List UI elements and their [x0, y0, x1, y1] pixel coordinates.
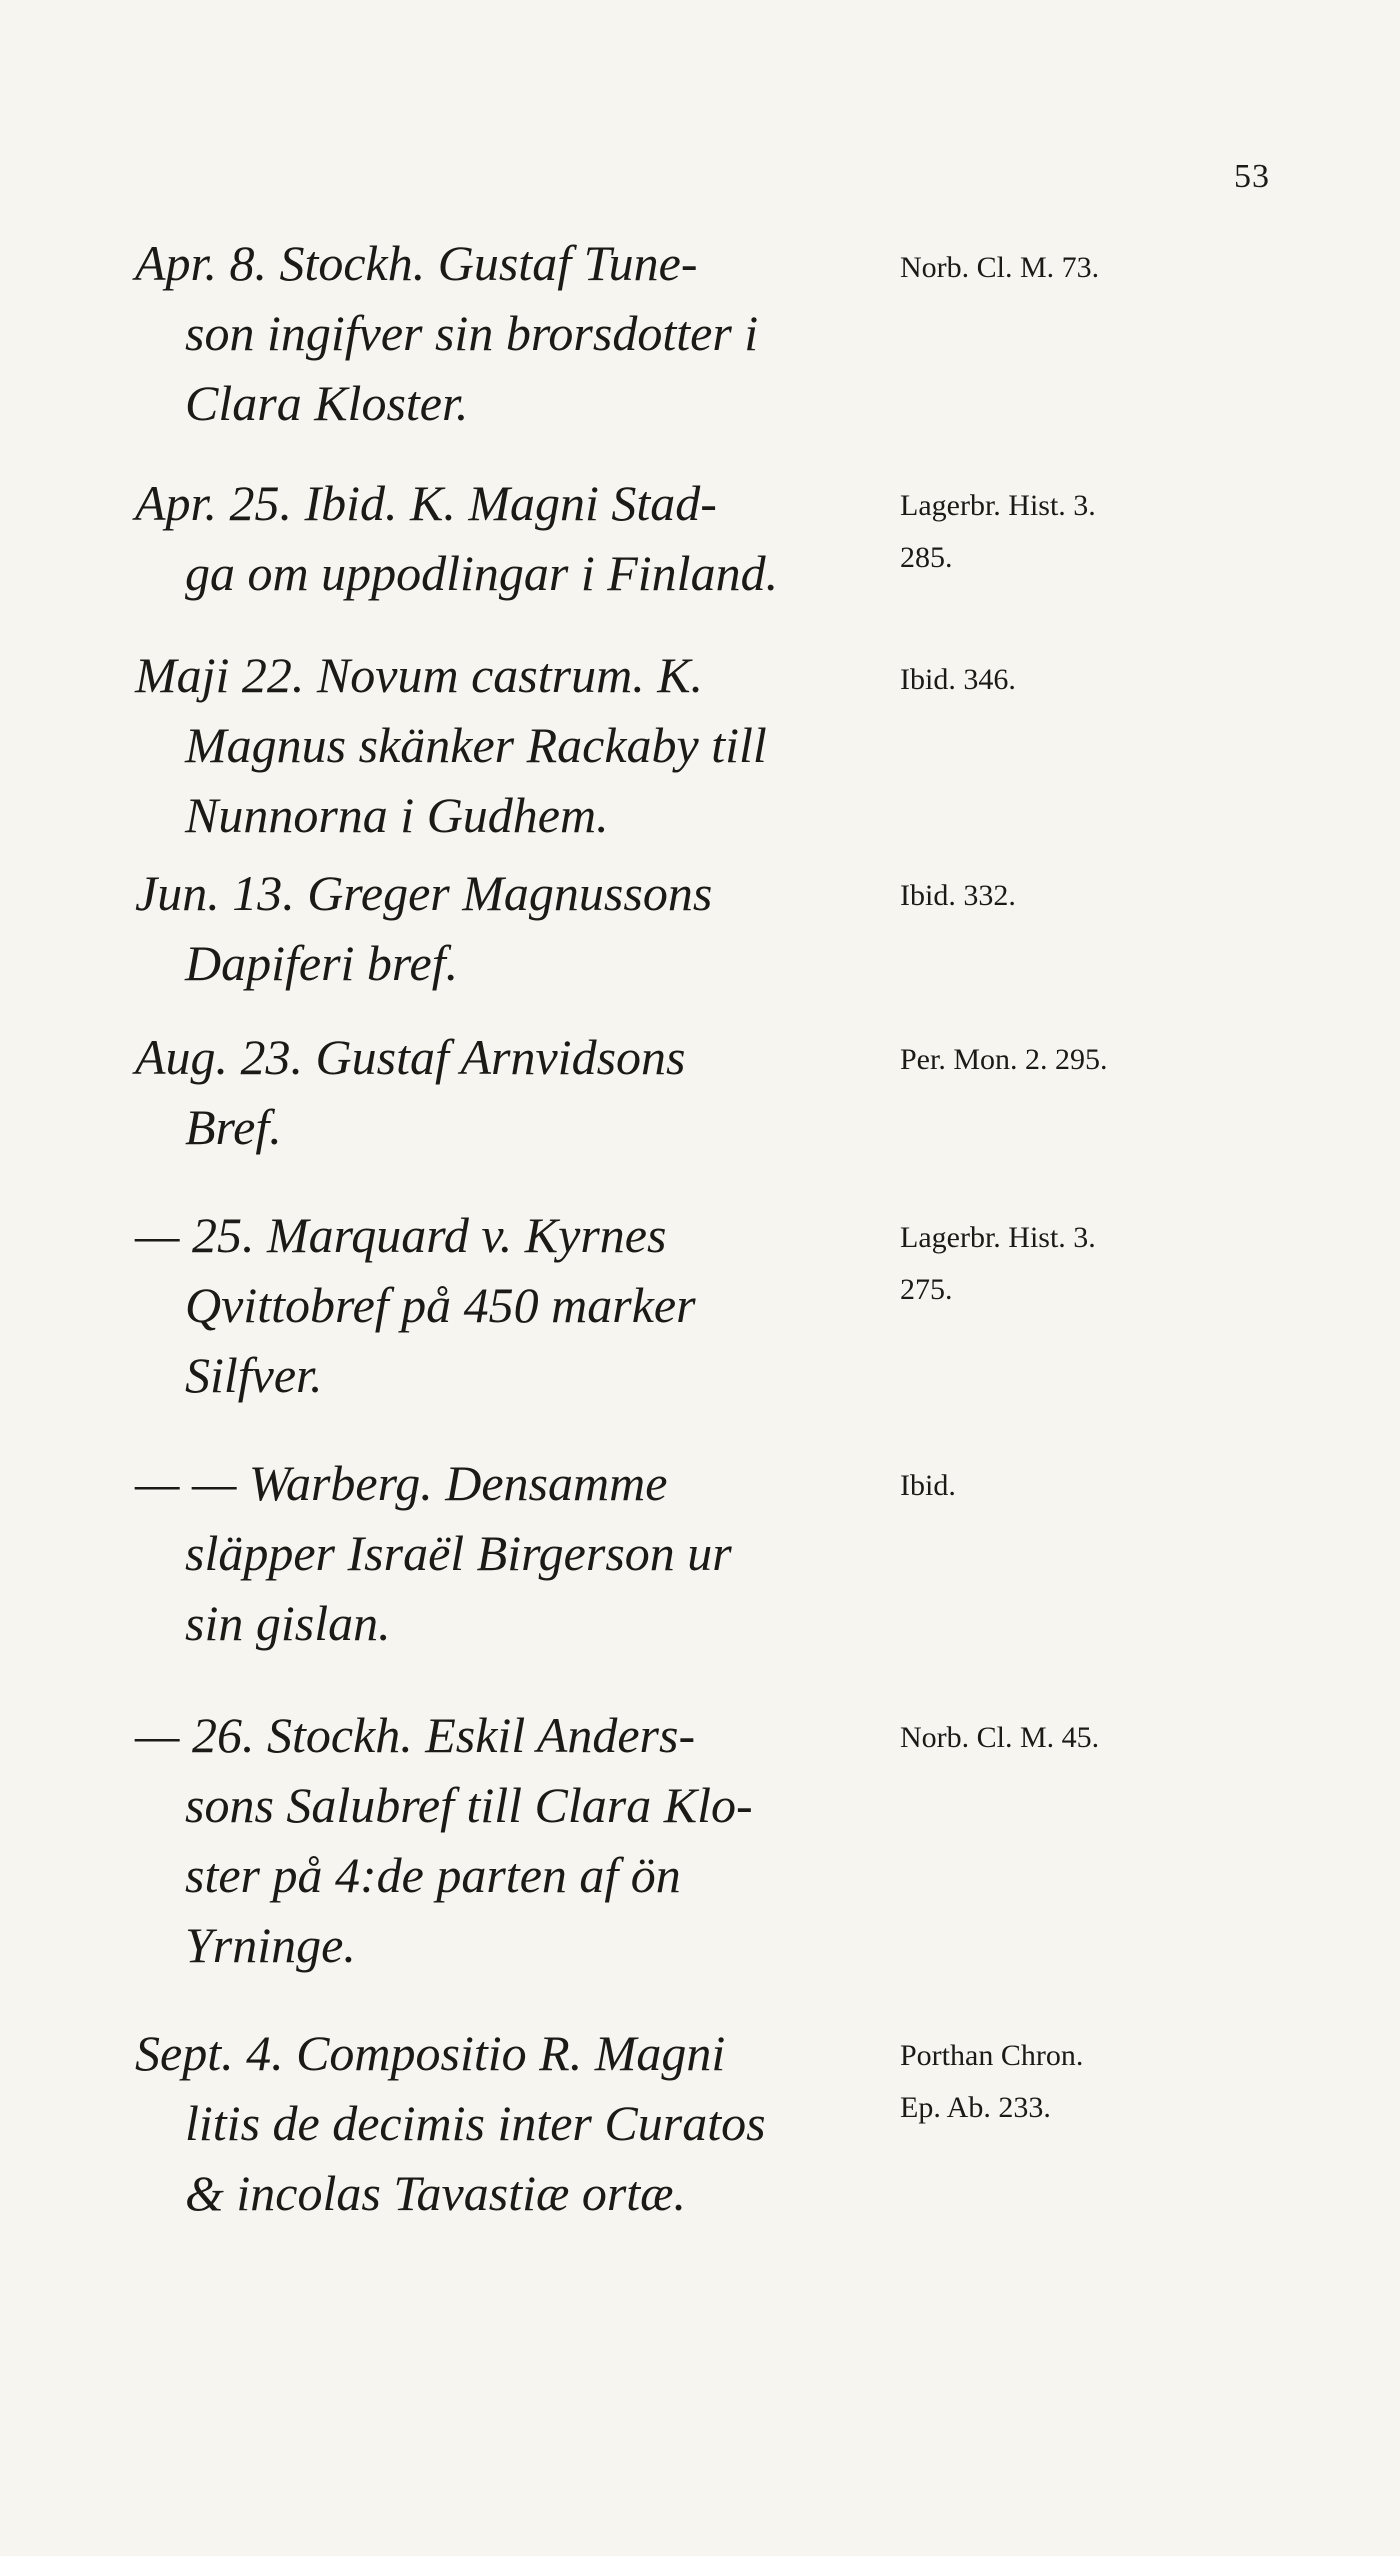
entry-text: [135, 640, 875, 850]
source-line: 275.: [900, 1273, 953, 1306]
entry-line: Qvittobref på 450 marker: [185, 1277, 696, 1333]
entry-source: [900, 1212, 1320, 1316]
entry-text: [135, 468, 875, 608]
entry-text: [135, 1700, 875, 1980]
entry-line: Clara Kloster.: [185, 375, 469, 431]
entry-line: ga om uppodlingar i Finland.: [185, 545, 779, 601]
entry-text: [135, 1448, 875, 1658]
entry-line: Bref.: [185, 1099, 282, 1155]
entry-line: Sept. 4. Compositio R. Magni: [135, 2025, 726, 2081]
entry-line: Maji 22. Novum castrum. K.: [135, 647, 704, 703]
entry-line: son ingifver sin brorsdotter i: [185, 305, 759, 361]
entry-source: [900, 480, 1320, 584]
entry-source: [900, 654, 1320, 706]
source-line: Norb. Cl. M. 73.: [900, 251, 1100, 284]
entry-line: ster på 4:de parten af ön: [185, 1847, 681, 1903]
source-line: Ibid.: [900, 1469, 956, 1502]
source-line: Ep. Ab. 233.: [900, 2091, 1051, 2124]
entry-source: [900, 242, 1320, 294]
source-line: Ibid. 346.: [900, 663, 1016, 696]
entry-line: Apr. 8. Stockh. Gustaf Tune-: [135, 235, 698, 291]
entry-source: [900, 1034, 1320, 1086]
entry-line: litis de decimis inter Curatos: [185, 2095, 766, 2151]
page-number: 53: [1234, 158, 1270, 195]
entry-line: & incolas Tavastiæ ortæ.: [185, 2165, 687, 2221]
entry-source: [900, 1712, 1320, 1764]
source-line: Per. Mon. 2. 295.: [900, 1043, 1108, 1076]
source-line: Ibid. 332.: [900, 879, 1016, 912]
entry-source: [900, 870, 1320, 922]
entry-line: sin gislan.: [185, 1595, 391, 1651]
entry-source: [900, 1460, 1320, 1512]
source-line: 285.: [900, 541, 953, 574]
entry-line: Silfver.: [185, 1347, 323, 1403]
entry-text: [135, 1022, 875, 1162]
entry-line: Dapiferi bref.: [185, 935, 459, 991]
entry-line: Jun. 13. Greger Magnussons: [135, 865, 713, 921]
entry-text: [135, 1200, 875, 1410]
entry-line: — 26. Stockh. Eskil Anders-: [135, 1707, 696, 1763]
entry-line: Apr. 25. Ibid. K. Magni Stad-: [135, 475, 717, 531]
entry-source: [900, 2030, 1320, 2134]
source-line: Porthan Chron.: [900, 2039, 1084, 2072]
source-line: Lagerbr. Hist. 3.: [900, 489, 1096, 522]
source-line: Norb. Cl. M. 45.: [900, 1721, 1100, 1754]
source-line: Lagerbr. Hist. 3.: [900, 1221, 1096, 1254]
entry-line: Magnus skänker Rackaby till: [185, 717, 767, 773]
entry-line: Yrninge.: [185, 1917, 356, 1973]
entry-text: [135, 228, 875, 438]
entry-line: — — Warberg. Densamme: [135, 1455, 668, 1511]
entry-text: [135, 2018, 875, 2228]
entry-text: [135, 858, 875, 998]
entry-line: Nunnorna i Gudhem.: [185, 787, 609, 843]
entry-line: sons Salubref till Clara Klo-: [185, 1777, 753, 1833]
entry-line: släpper Israël Birgerson ur: [185, 1525, 732, 1581]
entry-line: Aug. 23. Gustaf Arnvidsons: [135, 1029, 686, 1085]
entry-line: — 25. Marquard v. Kyrnes: [135, 1207, 667, 1263]
